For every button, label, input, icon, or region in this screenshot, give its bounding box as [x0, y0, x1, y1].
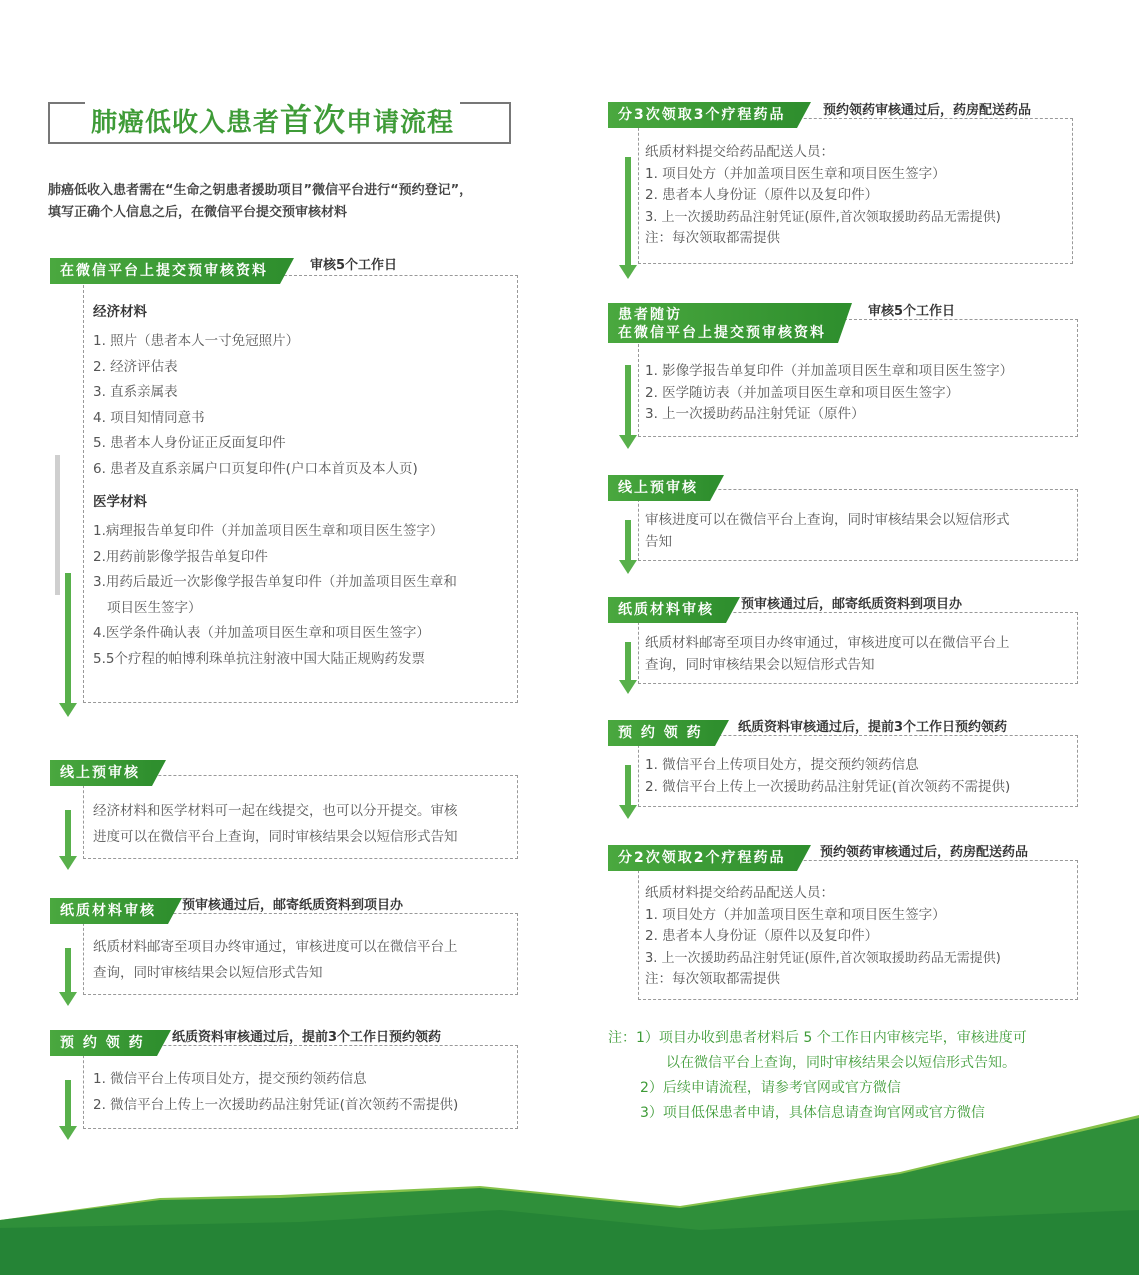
- step-followup: [608, 303, 1078, 453]
- body-line: 进度可以在微信平台上查询，同时审核结果会以短信形式告知: [93, 829, 458, 845]
- list-item: 4.医学条件确认表（并加盖项目医生章和项目医生签字）: [93, 625, 430, 641]
- body-line: 纸质材料提交给药品配送人员：: [645, 144, 834, 160]
- flow-arrow: [625, 365, 631, 437]
- body-line: 纸质材料提交给药品配送人员：: [645, 885, 834, 901]
- step-tag: 线上预审核: [50, 760, 152, 786]
- step-note: 审核5个工作日: [310, 258, 398, 273]
- body-line: 3. 上一次援助药品注射凭证(原件,首次领取援助药品无需提供): [645, 209, 1001, 225]
- step-note: 纸质资料审核通过后，提前3个工作日预约领药: [738, 720, 1008, 735]
- body-line: 1. 影像学报告单复印件（并加盖项目医生章和项目医生签字）: [645, 363, 1014, 379]
- step-body: [645, 361, 1085, 426]
- step-tag: 分3次领取3个疗程药品: [608, 102, 797, 128]
- flow-arrow: [625, 520, 631, 562]
- page-title: [85, 101, 460, 142]
- body-line: 2. 微信平台上传上一次援助药品注射凭证(首次领药不需提供): [645, 778, 1011, 795]
- step-body: [93, 298, 513, 672]
- step-body: [645, 510, 1075, 553]
- list-item: 2.用药前影像学报告单复印件: [93, 548, 268, 565]
- body-line: 查询，同时审核结果会以短信形式告知: [93, 965, 323, 981]
- title-frame: [48, 102, 511, 144]
- step-paper-audit: [50, 898, 520, 1008]
- body-line: 3. 上一次援助药品注射凭证（原件）: [645, 406, 865, 422]
- step-body: [645, 755, 1075, 798]
- step-note: 审核5个工作日: [868, 304, 956, 319]
- footnote-line: 注：1）项目办收到患者材料后 5 个工作日内审核完毕，审核进度可: [608, 1030, 1027, 1046]
- body-line: 3. 上一次援助药品注射凭证(原件,首次领取援助药品无需提供): [645, 950, 1001, 966]
- step-tag: [608, 303, 838, 343]
- step-submit-preaudit: [50, 258, 520, 728]
- list-item: 3.用药后最近一次影像学报告单复印件（并加盖项目医生章和: [93, 574, 457, 590]
- body-line: 1. 项目处方（并加盖项目医生章和项目医生签字）: [645, 165, 946, 182]
- step-note: 纸质资料审核通过后，提前3个工作日预约领药: [172, 1030, 442, 1045]
- step-book-medicine-2: [608, 720, 1078, 820]
- list-item: 3. 直系亲属表: [93, 384, 178, 400]
- flow-arrow: [625, 157, 631, 267]
- step-tag: 预 约 领 药: [50, 1030, 157, 1056]
- step-tag: 分2次领取2个疗程药品: [608, 845, 797, 871]
- step-tag: 纸质材料审核: [608, 597, 726, 623]
- flow-arrow: [65, 573, 71, 705]
- step-tag: 预 约 领 药: [608, 720, 715, 746]
- intro-text: [48, 180, 528, 224]
- tag-line: 在微信平台上提交预审核资料: [618, 325, 826, 341]
- step-note: 预约领药审核通过后，药房配送药品: [820, 845, 1029, 860]
- body-line: 审核进度可以在微信平台上查询，同时审核结果会以短信形式: [645, 512, 1010, 528]
- body-line: 1. 项目处方（并加盖项目医生章和项目医生签字）: [645, 906, 946, 923]
- step-body: [645, 142, 1085, 250]
- footnote-line: 2）后续申请流程，请参考官网或官方微信: [640, 1080, 901, 1096]
- step-body: [93, 798, 513, 850]
- step-online-preaudit-2: [608, 475, 1078, 575]
- body-line: 注：每次领取都需提供: [645, 230, 780, 246]
- step-note: 预约领药审核通过后，药房配送药品: [823, 103, 1032, 118]
- step-collect-3-courses: [608, 102, 1078, 277]
- footnote-line: 3）项目低保患者申请，具体信息请查询官网或官方微信: [640, 1105, 985, 1121]
- intro-line: 肺癌低收入患者需在“生命之钥患者援助项目”微信平台进行“预约登记”，: [48, 183, 473, 198]
- list-item: 1. 照片（患者本人一寸免冠照片）: [93, 333, 300, 349]
- step-note: 预审核通过后，邮寄纸质资料到项目办: [741, 597, 963, 612]
- flow-arrow: [625, 765, 631, 807]
- body-line: 1. 微信平台上传项目处方，提交预约领药信息: [93, 1071, 367, 1087]
- list-item: 项目医生签字）: [107, 599, 202, 616]
- body-line: 2. 患者本人身份证（原件以及复印件）: [645, 187, 879, 203]
- title-part1: 肺癌低收入患者: [91, 108, 281, 138]
- step-paper-audit-2: [608, 597, 1078, 697]
- step-tag: 纸质材料审核: [50, 898, 168, 924]
- list-item: 1.病理报告单复印件（并加盖项目医生章和项目医生签字）: [93, 523, 444, 539]
- body-line: 注：每次领取都需提供: [645, 971, 780, 987]
- med-header: 医学材料: [93, 494, 147, 510]
- footnote-line: 以在微信平台上查询，同时审核结果会以短信形式告知。: [666, 1055, 1016, 1071]
- step-body: [645, 633, 1075, 676]
- step-body: [645, 883, 1085, 991]
- body-line: 2. 微信平台上传上一次援助药品注射凭证(首次领药不需提供): [93, 1097, 459, 1113]
- step-tag: 在微信平台上提交预审核资料: [50, 258, 280, 284]
- body-line: 经济材料和医学材料可一起在线提交，也可以分开提交。审核: [93, 803, 458, 819]
- list-item: 6. 患者及直系亲属户口页复印件(户口本首页及本人页): [93, 460, 418, 477]
- flow-arrow: [65, 810, 71, 858]
- flow-arrow: [65, 948, 71, 994]
- body-line: 2. 患者本人身份证（原件以及复印件）: [645, 928, 879, 944]
- list-item: 2. 经济评估表: [93, 358, 178, 375]
- title-part3: 申请流程: [346, 108, 455, 138]
- econ-header: 经济材料: [93, 304, 147, 320]
- step-collect-2-courses: [608, 845, 1078, 1005]
- step-note: 预审核通过后，邮寄纸质资料到项目办: [182, 898, 404, 913]
- list-item: 4. 项目知情同意书: [93, 409, 205, 426]
- list-item: 5.5个疗程的帕博利珠单抗注射液中国大陆正规购药发票: [93, 650, 425, 667]
- tag-line: 患者随访: [618, 307, 682, 323]
- intro-line: 填写正确个人信息之后，在微信平台提交预审核材料: [48, 205, 348, 220]
- bottom-decoration: [0, 1110, 1139, 1275]
- body-line: 2. 医学随访表（并加盖项目医生章和项目医生签字）: [645, 384, 960, 401]
- body-line: 纸质材料邮寄至项目办终审通过，审核进度可以在微信平台上: [93, 939, 458, 955]
- list-item: 5. 患者本人身份证正反面复印件: [93, 435, 286, 451]
- body-line: 告知: [645, 533, 672, 550]
- step-body: [93, 934, 513, 986]
- step-online-preaudit: [50, 760, 520, 870]
- step-tag: 线上预审核: [608, 475, 710, 501]
- flow-arrow: [625, 642, 631, 682]
- title-emphasis: 首次: [280, 101, 347, 139]
- body-line: 纸质材料邮寄至项目办终审通过，审核进度可以在微信平台上: [645, 635, 1010, 651]
- body-line: 1. 微信平台上传项目处方，提交预约领药信息: [645, 757, 919, 773]
- body-line: 查询，同时审核结果会以短信形式告知: [645, 656, 875, 673]
